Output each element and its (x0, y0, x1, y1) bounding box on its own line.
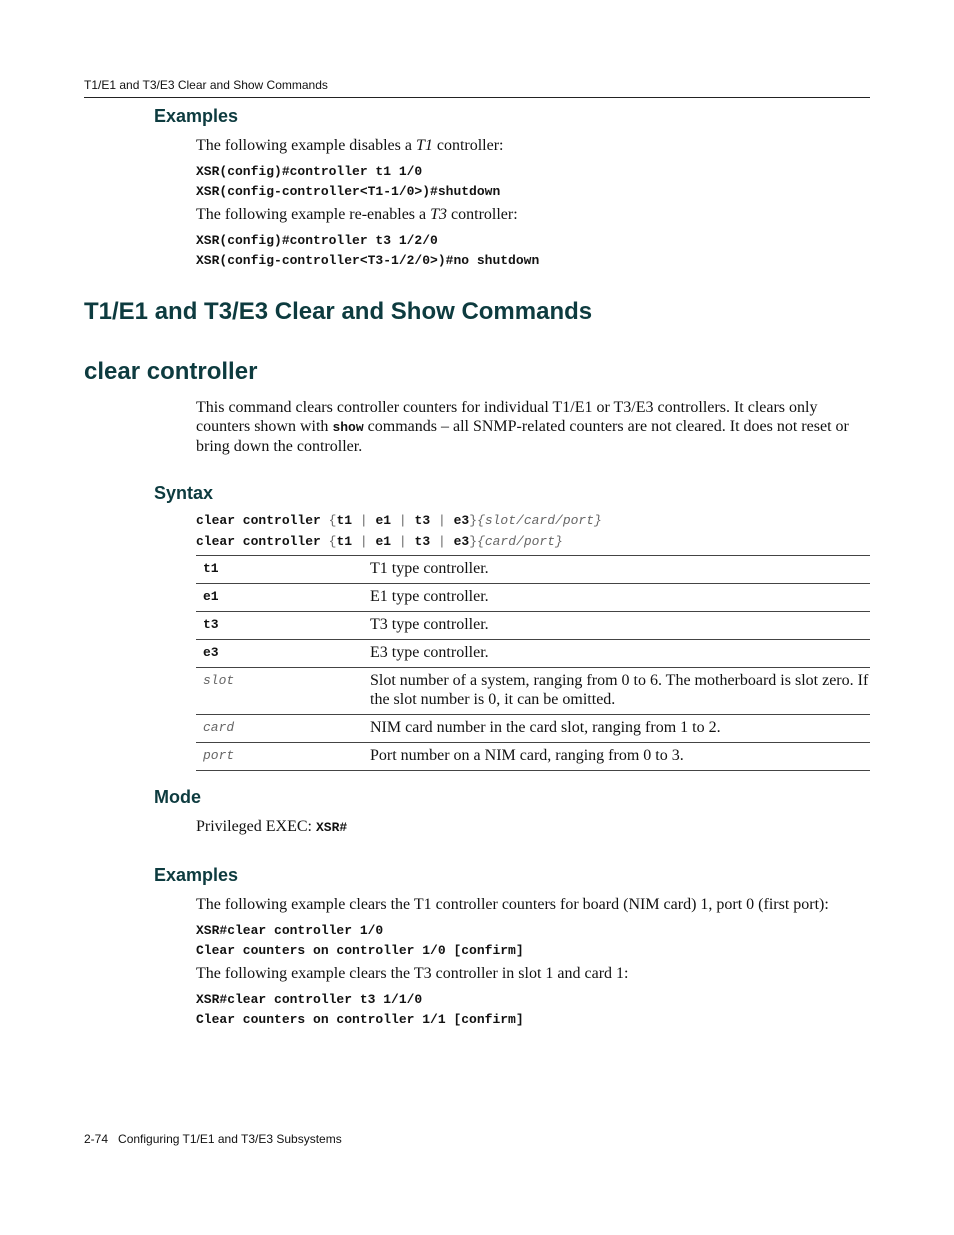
code-line: Clear counters on controller 1/1 [confirm] (196, 1012, 524, 1027)
page-footer (84, 1132, 342, 1146)
param-term: e3 (203, 645, 219, 660)
mode-text: Privileged EXEC: XSR# (196, 818, 348, 835)
page-number: 2-74 (84, 1132, 109, 1146)
table-row (196, 556, 870, 584)
syntax-heading: Syntax (154, 483, 214, 503)
code-line: XSR#clear controller t3 1/1/0 (196, 992, 423, 1007)
param-desc: T1 type controller. (370, 560, 489, 577)
code-line: XSR(config)#controller t1 1/0 (196, 164, 423, 179)
code-block-1 (196, 162, 500, 202)
table-row (196, 640, 870, 668)
syntax-line-1: clear controller {t1 | e1 | t3 | e3}{slot/card/port} (196, 513, 602, 528)
code-line: XSR(config-controller<T3-1/2/0>)#no shutdown (196, 253, 540, 268)
code-block-3 (196, 921, 524, 961)
param-desc: NIM card number in the card slot, ranging from 1 to 2. (370, 719, 721, 736)
table-row (196, 715, 870, 743)
param-desc: T3 type controller. (370, 616, 489, 633)
example-intro-4: The following example clears the T3 controller in slot 1 and card 1: (196, 965, 629, 982)
running-header: T1/E1 and T3/E3 Clear and Show Commands (84, 78, 328, 92)
code-block-4 (196, 990, 524, 1030)
example-intro-2: The following example re-enables a T3 controller: (196, 206, 518, 223)
table-row (196, 584, 870, 612)
syntax-line-2: clear controller {t1 | e1 | t3 | e3}{card/port} (196, 534, 563, 549)
param-desc: Port number on a NIM card, ranging from 0 to 3. (370, 747, 684, 764)
param-term: card (203, 720, 235, 735)
param-term: t3 (203, 617, 219, 632)
table-row (196, 743, 870, 771)
chapter-title: Configuring T1/E1 and T3/E3 Subsystems (118, 1132, 342, 1146)
param-term: port (203, 748, 235, 763)
param-term: slot (203, 673, 235, 688)
code-line: XSR(config-controller<T1-1/0>)#shutdown (196, 184, 501, 199)
code-line: Clear counters on controller 1/0 [confirm] (196, 943, 524, 958)
examples-heading-1: Examples (154, 106, 239, 126)
parameter-table (196, 555, 870, 771)
example-intro-1: The following example disables a T1 controller: (196, 137, 504, 154)
code-block-2 (196, 231, 539, 271)
param-term: e1 (203, 589, 219, 604)
command-description: This command clears controller counters for individual T1/E1 or T3/E3 controllers. It clears only counters shown with show commands – all SNMP-related counters are not cleared. It does not reset or bring down the controller. (196, 399, 849, 455)
code-line: XSR#clear controller 1/0 (196, 923, 384, 938)
param-desc: E1 type controller. (370, 588, 489, 605)
param-desc: E3 type controller. (370, 644, 489, 661)
examples-heading-2: Examples (154, 865, 239, 885)
command-title: clear controller (84, 358, 258, 385)
section-title: T1/E1 and T3/E3 Clear and Show Commands (84, 298, 593, 325)
inline-code: show (332, 420, 364, 435)
param-desc: Slot number of a system, ranging from 0 to 6. The motherboard is slot zero. If the slot number is 0, it can be omitted. (370, 672, 869, 708)
header-rule (84, 97, 870, 98)
example-intro-3: The following example clears the T1 controller counters for board (NIM card) 1, port 0 (first port): (196, 896, 829, 913)
table-row (196, 668, 870, 715)
param-term: t1 (203, 561, 219, 576)
prompt-code: XSR# (315, 820, 348, 835)
code-line: XSR(config)#controller t3 1/2/0 (196, 233, 438, 248)
mode-heading: Mode (154, 787, 201, 807)
table-row (196, 612, 870, 640)
